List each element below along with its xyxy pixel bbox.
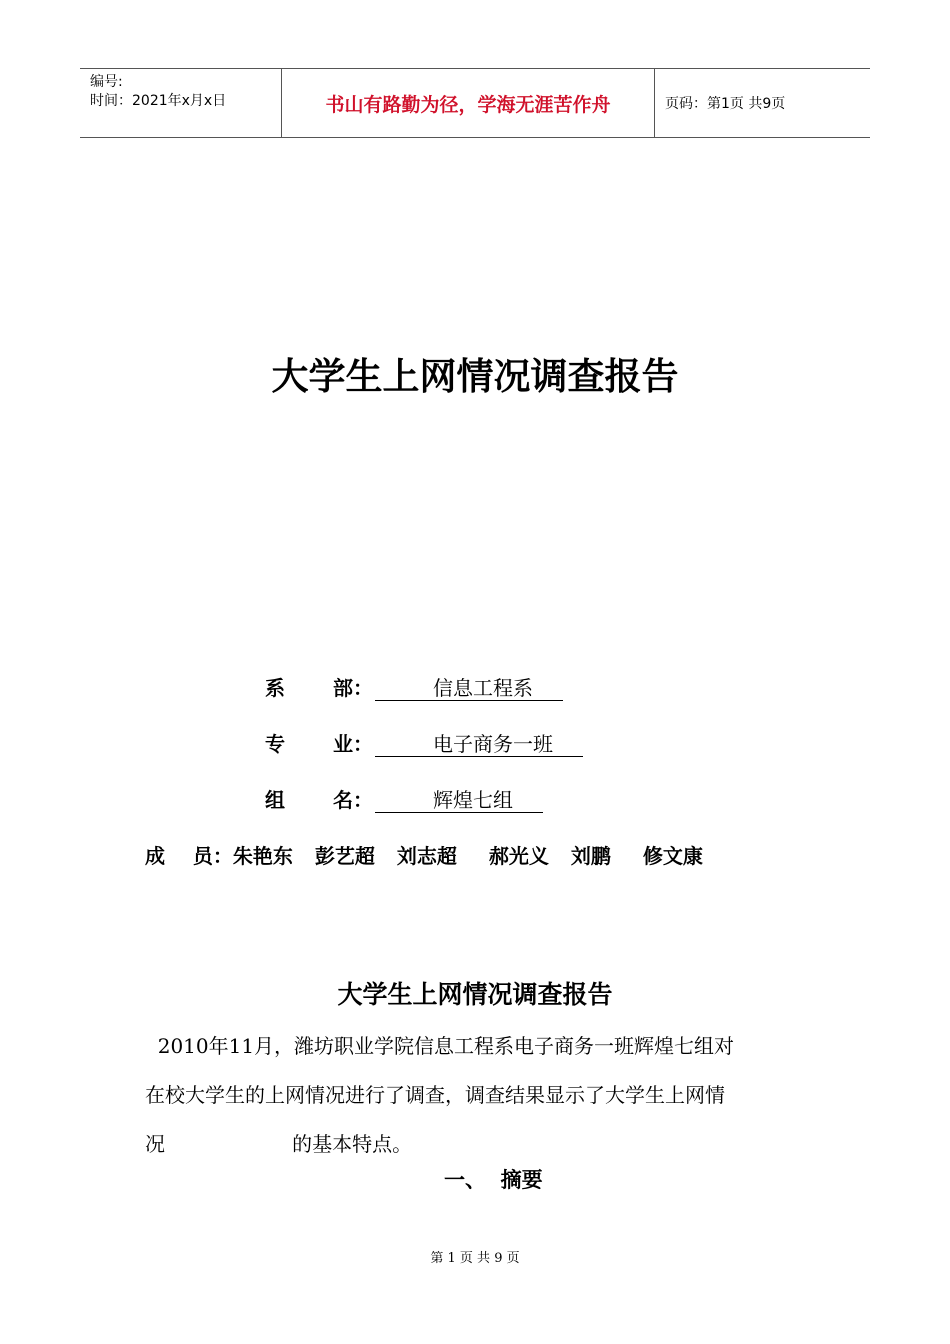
paragraph-line: 2010年11月，潍坊职业学院信息工程系电子商务一班辉煌七组对: [145, 1034, 735, 1058]
member-name: 刘鹏: [570, 844, 611, 868]
header-motto-cell: [282, 69, 655, 137]
number-label: 编号:: [90, 74, 123, 90]
member-name: 修文康: [642, 844, 703, 868]
document-title: 大学生上网情况调查报告: [271, 355, 679, 398]
member-name: 郝光义: [488, 844, 549, 868]
info-value-major: 电子商务一班: [375, 732, 583, 757]
members-line: [145, 840, 725, 869]
report-subtitle: 大学生上网情况调查报告: [337, 980, 613, 1009]
info-row-dept: [265, 672, 563, 702]
member-name: 彭艺超: [314, 844, 375, 868]
info-label-dept: 系 部：: [265, 676, 373, 700]
member-name: 刘志超: [396, 844, 457, 868]
info-row-major: [265, 728, 583, 758]
info-value-group: 辉煌七组: [375, 788, 543, 813]
time-label: 时间：2021年x月x日: [90, 93, 227, 109]
page-footer: 第 1 页 共 9 页: [430, 1251, 520, 1266]
intro-paragraph: [145, 1022, 815, 1169]
paragraph-line: 况 的基本特点。: [145, 1132, 413, 1156]
info-label-major: 专 业：: [265, 732, 373, 756]
info-label-group: 组 名：: [265, 788, 373, 812]
section-heading: 一、 摘要: [444, 1168, 543, 1192]
paragraph-line: 在校大学生的上网情况进行了调查，调查结果显示了大学生上网情: [145, 1083, 725, 1107]
page-info: 页码：第1页 共9页: [665, 96, 786, 112]
header-page-cell: [655, 69, 870, 137]
header-meta-cell: [80, 69, 282, 137]
info-value-dept: 信息工程系: [375, 676, 563, 701]
member-name: 朱艳东: [232, 844, 293, 868]
header-table: [80, 68, 870, 138]
motto-text: 书山有路勤为径，学海无涯苦作舟: [325, 93, 611, 116]
members-label: 成 员：: [145, 844, 233, 868]
info-row-group: [265, 784, 543, 814]
